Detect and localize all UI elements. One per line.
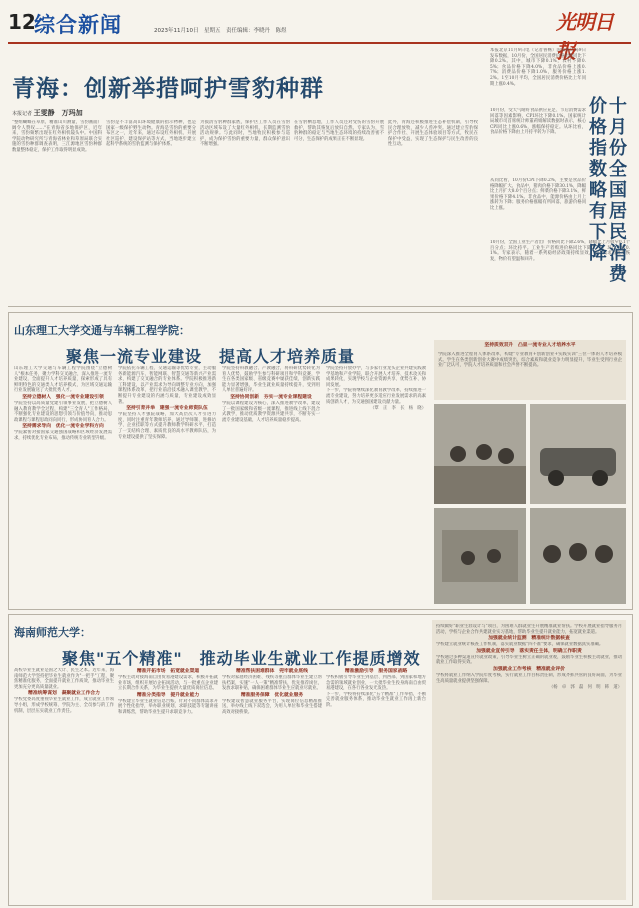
article3-subhead: 精准开拓市场 拓宽就业渠道 bbox=[136, 668, 200, 674]
article2-subhead: 坚持立德树人 强化一流专业建设引领 bbox=[22, 393, 104, 400]
article1-headline[interactable]: 青海：创新举措呵护雪豹种群 bbox=[12, 75, 324, 102]
article3-subhead: 精准分类指导 提升就业能力 bbox=[136, 691, 200, 698]
article2-text: 学院以课程建设为核心，深入推进教学改革，建设了一批国家级和省级一流课程，推进线上线下混合式教学，推动优质教学资源共建共享，不断夯实一流专业建设基础，人才培养质量稳步提高。 bbox=[222, 400, 320, 423]
article1-column bbox=[388, 120, 478, 300]
article2-intro: 山东理工大学交通与车辆工程学院围绕"立德树人"根本任务，聚力学科交叉融合，深入推进一流专业建设，全面提升人才培养质量，探索形成了具有鲜明特色的交通类人才培养模式，为区域交通运输行业发展输送了大批优秀人才。 bbox=[14, 366, 112, 394]
cpi-headline-line2: 价 格 指 数 略 有 下 降 bbox=[589, 96, 607, 264]
cpi-column bbox=[490, 178, 586, 238]
photo-workshop bbox=[434, 508, 526, 604]
byline-prefix: 本报记者 bbox=[12, 111, 33, 117]
article3-text: 学校主动对接海南自由贸易港建设需求，积极开拓就业市场，组织开展访企拓岗活动，与一批重点企业建立长期合作关系，为毕业生提供大量优质岗位信息。 bbox=[118, 675, 218, 692]
page-header bbox=[8, 6, 631, 63]
article2-column bbox=[14, 366, 112, 606]
article2-subhead: 坚持引育并举 建强一流专业师资队伍 bbox=[126, 405, 208, 412]
article2-text: 学院坚持科教融合、产教融合，将科研优势转化为育人优势，鼓励学生参与科研项目和学科竞赛，学生在各类国家级、省级竞赛中屡获佳绩，创新实践能力显著增强，毕业生就业质量持续提升，受到用人单位普遍好评。 bbox=[222, 366, 320, 394]
article3-text: 学校对家庭经济困难、残疾等重点群体毕业生建立帮扶档案，实施"一人一策"精准帮扶，优先推荐岗位，发放求职补贴，确保困难群体毕业生应就业尽就业。 bbox=[222, 675, 322, 692]
article1-column bbox=[294, 120, 384, 300]
cpi-text: 本报北京11月9日电（记者鲁畅）国家统计局9日发布数据，10月份，全国居民消费价格指数同比下降0.2%。其中，城市下降0.1%，农村下降0.5%；食品价格下降4.0%，非食品价格上涨0.7%；消费品价格下降1.0%，服务价格上涨1.2%。1至10月平均，全国居民消费价格比上年同期上涨0.4%。 bbox=[490, 48, 586, 87]
article3-text: 学校建立毕业生就业信息台账，针对不同群体需求开展个性化指导，举办职业规划、求职技能等专题讲座和训练营，帮助毕业生提升求职竞争力。 bbox=[118, 698, 218, 715]
article2-sidebar-text: 学院深入推进全程育人体系改革，构建"专业教育+创新创业+实践实训"三位一体的人才培养模式。学生在各类创新创业大赛中成绩突出，综合素质和就业竞争力明显提升，毕业生受到行业企业广泛认可，学院人才培养质量和社会声誉不断提高。 bbox=[438, 352, 622, 369]
article3-subhead: 精准统筹谋划 凝聚就业工作合力 bbox=[28, 690, 100, 697]
newspaper-logo: 光明日报 bbox=[556, 10, 613, 63]
article2-kicker: 山东理工大学交通与车辆工程学院： bbox=[14, 324, 190, 337]
article1-text: 此外，青海还积极推进生态补偿机制，引导牧民合理放牧，减少人兽冲突。通过建立雪豹保护合作社、开展生态体验项目等方式，牧民在保护中受益，实现了生态保护与民生改善的良性互动。 bbox=[388, 120, 478, 148]
article2-sidebar-title: 坚持质效双升 凸显一流专业人才培养水平 bbox=[484, 342, 576, 348]
article2-text: 学院坚持人才强院战略，加大高层次人才引进力度，同时注重青年教师培养，通过导师制、进修访学、企业挂职等方式提升教师教学科研水平，打造了一支结构合理、素质优良的高水平教师队伍，为专业建设提供了坚实保障。 bbox=[118, 412, 216, 440]
article3-text: 学校建设智慧就业服务平台，实现岗位信息精准推送，举办线上线下双选会，为用人单位和毕业生搭建高效对接桥梁。 bbox=[222, 698, 322, 715]
article1-byline bbox=[12, 108, 83, 118]
article1-text: 雪豹是不丰富高山环境健康的指示物种，也是国家一级保护野生动物。青海是雪豹的重要分布区之一，近年来，通过布设红外相机、开展社区巡护、建设保护站等方式，当地逐步建立起科学系统的雪豹监测与保护体系。 bbox=[106, 120, 196, 148]
cpi-column bbox=[490, 108, 586, 178]
article2-column bbox=[118, 366, 216, 606]
cpi-vertical-headline[interactable] bbox=[588, 96, 628, 285]
article2-subhead: 坚持协同创新 夯实一流专业课程建设 bbox=[230, 393, 312, 400]
article3-column bbox=[14, 668, 114, 902]
section-title: 综合新闻 bbox=[34, 13, 122, 37]
article2-text: 学院依托车辆工程、交通运输等优势专业，主动服务新能源汽车、智能网联、智慧交通等新兴产业需求，构建了交叉融合的专业体系。学院积极推进新工科建设，以产业需求为导向调整专业方向，加强课程体系改革，把行业前沿技术融入课堂教学，不断提升专业建设的内涵与质量，专业建设成效显著。 bbox=[118, 366, 216, 405]
article3-headline[interactable]: 聚焦"五个精准" 推动毕业生就业工作提质增效 bbox=[62, 649, 421, 668]
photo-classroom-svg bbox=[434, 404, 526, 504]
article3-sidebar-subhead: 加强就业统计监测 精准统计数据核查 bbox=[488, 635, 570, 642]
article3-text: 学校党委高度重视毕业生就业工作，成立就业工作领导小组，形成学校统筹、学院为主、全员参与的工作机制，层层压实就业工作责任。 bbox=[14, 697, 114, 714]
article1-column bbox=[106, 120, 196, 300]
article3-subhead: 精准激励引导 服务国家战略 bbox=[344, 668, 408, 674]
article2-text: 学院坚持开放办学，与多家行业龙头企业共建实践教学基地和产业学院，联合开展人才培养、技术攻关和成果转化，实现学校与企业资源共享、优势互补、协同发展。 bbox=[326, 366, 426, 388]
photo-lab-vehicle-svg bbox=[530, 404, 626, 504]
article2-credit: （覃 正 李 长 杨 晓） bbox=[370, 406, 426, 412]
article3-credit: （杨 卓 郭 磊 何 明 韩 道） bbox=[548, 685, 622, 691]
article3-sidebar-subhead: 加强就业宣传引导 落实责任主体，明确工作职责 bbox=[476, 647, 582, 654]
cpi-headline-line1: 十 月 份 全 国 居 民 消 费 bbox=[609, 96, 627, 285]
page-number: 12 bbox=[8, 10, 36, 34]
article2-text: 下一步，学院将继续深化教育教学改革，持续推进一流专业建设，努力培养更多适应行业发展需求的高素质创新人才，为交通强国建设贡献力量。 bbox=[326, 388, 426, 405]
cpi-text: 10月份，受天气晴好食品供应充足、节后消费需求回落等因素影响，CPI环比下降0.1%。国家统计局城市司首席统计师董莉娟解读数据时表示，核心CPI同比上涨0.6%，涨幅保持稳定。从环比看，食品价格下降由上月持平转为下降。 bbox=[490, 108, 586, 136]
article3-subhead: 精准帮扶困难群体 兜牢就业底线 bbox=[236, 668, 308, 674]
article1-text: 在雪豹栖息地，工作人员还对受伤的雪豹开展救护，帮助其恢复后放归自然。专家认为，雪豹种群的稳定与当地生态环境的持续改善密不可分，生态保护的成果正在不断显现。 bbox=[294, 120, 384, 142]
article3-sidebar-text: 学校通过多种渠道宣传就业政策，引导毕业生树立正确的就业观，鼓励毕业生积极主动就业，推动就业工作取得实效。 bbox=[436, 654, 622, 666]
article2-headline[interactable]: 聚焦一流专业建设 提高人才培养质量 bbox=[66, 347, 356, 366]
article1-text: 为摸清雪豹种群家底，保护区工作人员在雪豹活动区域布设了大量红外相机，长期监测雪豹活动规律。与此同时，当地牧民积极参与巡护，成为保护雪豹的重要力量，群众保护意识不断增强。 bbox=[200, 120, 290, 148]
byline-authors: 王雯静 万玛加 bbox=[33, 108, 83, 117]
article2-column bbox=[222, 366, 320, 606]
photo-workshop-svg bbox=[434, 508, 526, 604]
article3-column bbox=[118, 668, 218, 902]
article2-text: 学院紧密对接国家交通强国战略和区域经济发展需求，持续优化专业布局，推动传统专业转型升级。 bbox=[14, 430, 112, 441]
photo-group-svg bbox=[530, 508, 626, 604]
article1-text: "整组蝴蝶在草原，精准山川测量，雪豹画面广阔令人赞叹……"在青海省多地保护区，近年来，雪豹频繁出现在红外相机镜头中。中国科学院动物研究所与青海省林业和草原局联合实施的雪豹种群调查表明，三江源地区雪豹种群数量整体稳定，保护工作取得明显成效。 bbox=[12, 120, 102, 153]
divider bbox=[8, 306, 631, 307]
article3-sidebar-column bbox=[436, 624, 622, 898]
article2-text: 学院坚持以高质量党建引领事业发展，把立德树人融入教育教学全过程，构建"三全育人"工作格局，不断强化专业建设的思想引领与价值导向，推动思政课程与课程思政同向同行，形成协同育人合力。 bbox=[14, 400, 112, 423]
article3-text: 高校毕业生就业是国之大计、民生之本。近年来，海南师范大学坚持把毕业生就业作为"一把手"工程，聚焦精准化服务，全面提升就业工作质效，推动毕业生更加充分更高质量就业。 bbox=[14, 668, 114, 690]
article3-sidebar-text: 学校建立就业统计核查工作机制，落实就业数据"四不准"要求，确保就业数据真实准确。 bbox=[436, 642, 604, 648]
article3-sidebar-text: 持续做好"职业生涯设计与"项目，为困难人群就业生开展精准就业帮扶。学校开展就业指导服务月活动，学校与企业合作共建就业实习基地，帮助毕业生提升就业能力，拓宽就业渠道。 bbox=[436, 624, 622, 635]
article3-text: 学校积极引导毕业生到基层、到西部、到国家和地方急需的领域就业创业，一大批毕业生投身海南自由贸易港建设，在各行各业发光发热。 bbox=[326, 675, 426, 692]
article3-kicker: 海南师范大学： bbox=[14, 626, 91, 639]
article3-text: 下一步，学校将持续深化"五个精准"工作举措，不断完善就业服务体系，推动毕业生就业工作再上新台阶。 bbox=[326, 691, 426, 708]
article3-subhead: 精准服务保障 优化就业服务 bbox=[240, 691, 304, 698]
article3-column bbox=[222, 668, 322, 902]
photo-group bbox=[530, 508, 626, 604]
article3-column bbox=[326, 668, 426, 902]
cpi-text: 10月份，全国工业生产者出厂价格同比下降2.6%，降幅比上月收窄0.1个百分点；环比持平。工业生产者购进价格同比下降3.7%，环比上涨0.1%。专家表示，随着一系列稳经济政策持续显效，国内需求将逐步恢复，物价有望温和回升。 bbox=[490, 240, 630, 262]
photo-classroom bbox=[434, 404, 526, 504]
article3-sidebar-subhead: 加强就业工作考核 精准就业评价 bbox=[493, 665, 565, 672]
article1-column bbox=[200, 120, 290, 300]
photo-lab-vehicle bbox=[530, 404, 626, 504]
article2-subhead: 坚持需求导向 优化一流专业学科方向 bbox=[22, 423, 104, 430]
article2-sidebar-column bbox=[438, 352, 622, 398]
cpi-text: 从同比看，10月份CPI下降0.2%，主要是食品价格降幅扩大。食品中，猪肉价格下降30.1%，降幅比上月扩大8.0个百分点；鲜菜价格下降3.1%，鲜果价格下降4.1%。非食品中，能源价格由上月上涨转为下降；服务价格涨幅有所回落，旅游价格同比上涨。 bbox=[490, 178, 586, 211]
issue-meta: 2023年11月10日 星期五 责任编辑：李晓丹 陈煜 bbox=[154, 28, 287, 34]
article1-column bbox=[12, 120, 102, 300]
article3-sidebar-text: 学校将就业工作纳入学院年度考核，实行就业工作目标责任制，形成齐抓共管的良好局面，为毕业生高质量就业提供坚强保障。 bbox=[436, 672, 622, 684]
article2-column bbox=[326, 366, 426, 606]
